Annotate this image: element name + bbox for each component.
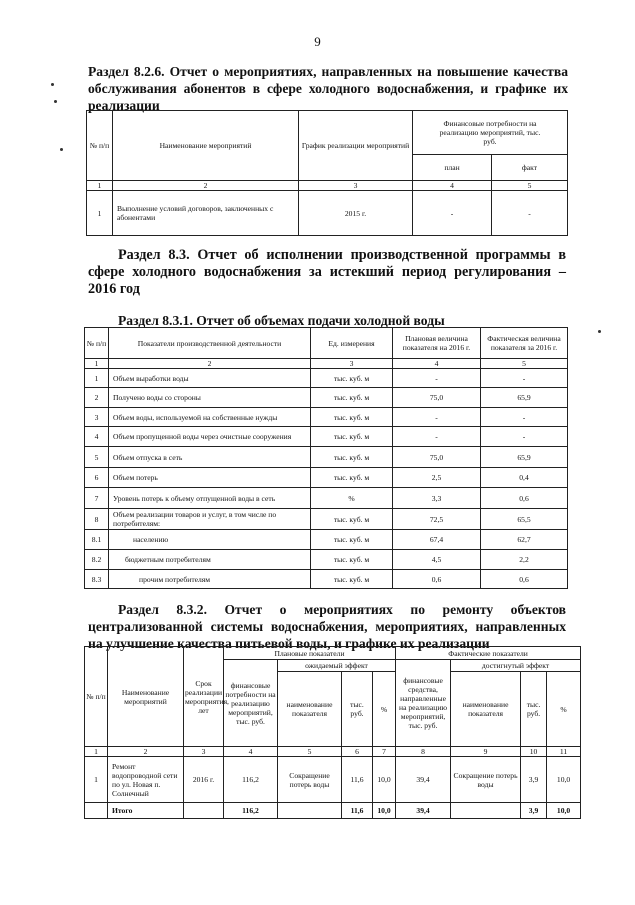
- row-num: 7: [85, 488, 109, 509]
- header-fin-fact: финансовые средства, направленные на реализацию мероприятий, тыс. руб.: [396, 660, 451, 747]
- index-cell: 2: [113, 181, 299, 191]
- row-indicator: Объем выработки воды: [109, 369, 311, 388]
- table-row: [85, 570, 568, 589]
- row-fact: 0,6: [481, 570, 568, 589]
- index-cell: 10: [521, 747, 547, 757]
- row-plan: 3,3: [393, 488, 481, 509]
- row-num: 8.2: [85, 550, 109, 570]
- row-name: Ремонт водопроводной сети по ул. Новая п. Солнечный: [108, 757, 184, 803]
- header-row: [85, 328, 568, 359]
- row-indicator: Объем отпуска в сеть: [109, 447, 311, 468]
- header-ach-name: наименование показателя: [451, 672, 521, 747]
- table-row: [85, 369, 568, 388]
- index-cell: 8: [396, 747, 451, 757]
- total-ach-thr: 3,9: [521, 803, 547, 819]
- table-row: [85, 408, 568, 427]
- row-num: 8.1: [85, 530, 109, 550]
- row-plan: 75,0: [393, 447, 481, 468]
- total-row: [85, 803, 581, 819]
- total-fin-fact: 39,4: [396, 803, 451, 819]
- row-num: 1: [85, 369, 109, 388]
- row-fact: -: [481, 369, 568, 388]
- row-fact: -: [481, 427, 568, 447]
- header-ach-pct: %: [547, 672, 581, 747]
- index-cell: 3: [184, 747, 224, 757]
- total-label: Итого: [108, 803, 184, 819]
- row-fact: -: [481, 408, 568, 427]
- table-row: [85, 388, 568, 408]
- table-row: [85, 550, 568, 570]
- row-plan: 4,5: [393, 550, 481, 570]
- row-indicator: Объем воды, используемой на собственные нужды: [109, 408, 311, 427]
- row-fin-plan: 116,2: [224, 757, 278, 803]
- section-8-2-6-heading: Раздел 8.2.6. Отчет о мероприятиях, направленных на повышение качества обслуживания абонентов в сфере холодного водоснабжения, и графике их реализации: [88, 64, 568, 113]
- row-unit: тыс. куб. м: [311, 570, 393, 589]
- header-num: № п/п: [85, 328, 109, 359]
- index-cell: 4: [413, 181, 492, 191]
- index-row: [85, 359, 568, 369]
- header-exp-name: наименование показателя: [278, 672, 342, 747]
- scan-speck: [51, 83, 54, 86]
- row-unit: тыс. куб. м: [311, 509, 393, 530]
- row-plan: 67,4: [393, 530, 481, 550]
- row-fact: 0,4: [481, 468, 568, 488]
- table-row: [85, 757, 581, 803]
- index-cell: 4: [224, 747, 278, 757]
- row-indicator: бюджетным потребителям: [109, 550, 311, 570]
- table-row: [87, 191, 568, 236]
- header-planned: Плановые показатели: [224, 647, 396, 660]
- header-fin: Финансовые потребности на реализацию мероприятий, тыс. руб.: [413, 111, 568, 155]
- table-8-2-6: [86, 110, 568, 236]
- index-cell: 2: [108, 747, 184, 757]
- table-row: [85, 509, 568, 530]
- row-plan: 72,5: [393, 509, 481, 530]
- table-row: [85, 427, 568, 447]
- scan-speck: [598, 330, 601, 333]
- row-plan: 75,0: [393, 388, 481, 408]
- scan-speck: [54, 100, 57, 103]
- row-fact: 2,2: [481, 550, 568, 570]
- header-num: № п/п: [87, 111, 113, 181]
- row-unit: тыс. куб. м: [311, 447, 393, 468]
- header-actual: Фактические показатели: [396, 647, 581, 660]
- index-cell: 2: [109, 359, 311, 369]
- header-exp-pct: %: [373, 672, 396, 747]
- row-unit: тыс. куб. м: [311, 388, 393, 408]
- header-num: № п/п: [85, 647, 108, 747]
- header-plan: план: [413, 155, 492, 181]
- section-8-3-2-heading: Раздел 8.3.2. Отчет о мероприятиях по ремонту объектов централизованной системы водоснабжения, мероприятиях, направленных на улучшение качества питьевой воды, и графике их реализации: [88, 602, 566, 651]
- table-8-3-2: [84, 646, 581, 819]
- index-cell: 3: [311, 359, 393, 369]
- index-cell: 1: [85, 747, 108, 757]
- index-cell: 6: [342, 747, 373, 757]
- row-schedule: 2015 г.: [299, 191, 413, 236]
- row-unit: %: [311, 488, 393, 509]
- index-row: [87, 181, 568, 191]
- header-achieved: достигнутый эффект: [451, 660, 581, 672]
- row-term: 2016 г.: [184, 757, 224, 803]
- row-unit: тыс. куб. м: [311, 408, 393, 427]
- row-num: 5: [85, 447, 109, 468]
- index-cell: 5: [481, 359, 568, 369]
- header-term: Срок реализации мероприятия, лет: [184, 647, 224, 747]
- row-indicator: Получено воды со стороны: [109, 388, 311, 408]
- row-num: 8.3: [85, 570, 109, 589]
- row-unit: тыс. куб. м: [311, 427, 393, 447]
- header-schedule: График реализации мероприятий: [299, 111, 413, 181]
- row-fact: 62,7: [481, 530, 568, 550]
- row-indicator: Объем пропущенной воды через очистные сооружения: [109, 427, 311, 447]
- row-unit: тыс. куб. м: [311, 468, 393, 488]
- row-plan: 2,5: [393, 468, 481, 488]
- header-indicator: Показатели производственной деятельности: [109, 328, 311, 359]
- row-plan: -: [393, 369, 481, 388]
- row-ach-name: Сокращение потерь воды: [451, 757, 521, 803]
- total-ach-pct: 10,0: [547, 803, 581, 819]
- index-cell: 11: [547, 747, 581, 757]
- row-indicator: прочим потребителям: [109, 570, 311, 589]
- row-exp-pct: 10,0: [373, 757, 396, 803]
- row-indicator: Объем потерь: [109, 468, 311, 488]
- row-unit: тыс. куб. м: [311, 550, 393, 570]
- total-exp-thr: 11,6: [342, 803, 373, 819]
- index-row: [85, 747, 581, 757]
- table-row: [85, 447, 568, 468]
- page-number: 9: [314, 34, 321, 49]
- header-unit: Ед. измерения: [311, 328, 393, 359]
- row-indicator: Уровень потерь к объему отпущенной воды в сеть: [109, 488, 311, 509]
- table-row: [85, 530, 568, 550]
- header-fin-plan: финансовые потребности на реализацию мероприятий, тыс. руб.: [224, 660, 278, 747]
- row-num: 2: [85, 388, 109, 408]
- total-exp-pct: 10,0: [373, 803, 396, 819]
- section-8-3-1-heading: Раздел 8.3.1. Отчет об объемах подачи холодной воды: [118, 313, 445, 328]
- header-plan: Плановая величина показателя на 2016 г.: [393, 328, 481, 359]
- row-fact: 65,5: [481, 509, 568, 530]
- row-indicator: Объем реализации товаров и услуг, в том числе по потребителям:: [109, 509, 311, 530]
- row-exp-name: Сокращение потерь воды: [278, 757, 342, 803]
- index-cell: 7: [373, 747, 396, 757]
- row-num: 4: [85, 427, 109, 447]
- row-plan: -: [393, 427, 481, 447]
- header-fact: Фактическая величина показателя за 2016 г.: [481, 328, 568, 359]
- row-unit: тыс. куб. м: [311, 369, 393, 388]
- row-fact: -: [492, 191, 568, 236]
- header-ach-thr: тыс. руб.: [521, 672, 547, 747]
- row-indicator: населению: [109, 530, 311, 550]
- header-expected: ожидаемый эффект: [278, 660, 396, 672]
- table-8-3-1: [84, 327, 568, 589]
- row-unit: тыс. куб. м: [311, 530, 393, 550]
- index-cell: 5: [278, 747, 342, 757]
- row-plan: 0,6: [393, 570, 481, 589]
- index-cell: 5: [492, 181, 568, 191]
- header-exp-thr: тыс. руб.: [342, 672, 373, 747]
- row-ach-pct: 10,0: [547, 757, 581, 803]
- header-name: Наименование мероприятий: [108, 647, 184, 747]
- table-row: [85, 468, 568, 488]
- scan-speck: [60, 148, 63, 151]
- total-fin-plan: 116,2: [224, 803, 278, 819]
- row-num: 3: [85, 408, 109, 427]
- row-num: 1: [85, 757, 108, 803]
- row-plan: -: [413, 191, 492, 236]
- row-num: 8: [85, 509, 109, 530]
- index-cell: 9: [451, 747, 521, 757]
- row-exp-thr: 11,6: [342, 757, 373, 803]
- index-cell: 3: [299, 181, 413, 191]
- row-ach-thr: 3,9: [521, 757, 547, 803]
- row-fact: 65,9: [481, 388, 568, 408]
- index-cell: 4: [393, 359, 481, 369]
- row-num: 6: [85, 468, 109, 488]
- row-plan: -: [393, 408, 481, 427]
- row-fact: 65,9: [481, 447, 568, 468]
- row-name: Выполнение условий договоров, заключенных с абонентами: [113, 191, 299, 236]
- row-fin-fact: 39,4: [396, 757, 451, 803]
- header-name: Наименование мероприятий: [113, 111, 299, 181]
- index-cell: 1: [87, 181, 113, 191]
- table-row: [85, 488, 568, 509]
- row-fact: 0,6: [481, 488, 568, 509]
- section-8-3-heading: Раздел 8.3. Отчет об исполнении производственной программы в сфере холодного водоснабжения за истекший период регулирования – 2016 год: [88, 247, 566, 297]
- row-num: 1: [87, 191, 113, 236]
- index-cell: 1: [85, 359, 109, 369]
- header-fact: факт: [492, 155, 568, 181]
